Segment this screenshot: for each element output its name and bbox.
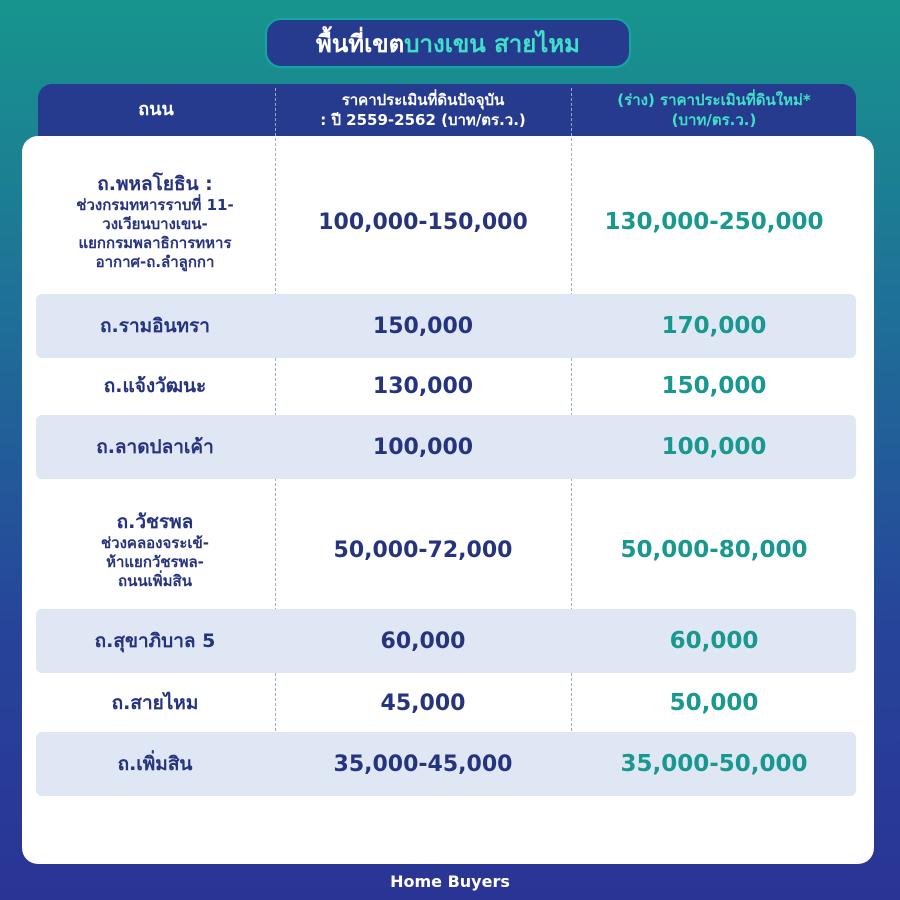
draft-price-cell: 35,000-50,000 bbox=[620, 751, 808, 777]
current-price-cell: 35,000-45,000 bbox=[333, 751, 513, 777]
road-name: ถ.วัชรพล bbox=[116, 510, 194, 533]
road-name: ถ.สายไหม bbox=[111, 692, 199, 714]
road-cell bbox=[36, 294, 274, 358]
current-price-cell: 50,000-72,000 bbox=[333, 537, 513, 563]
table-row bbox=[36, 674, 856, 732]
road-section: ช่วงกรมทหารราบที่ 11- bbox=[76, 196, 234, 214]
draft-price-cell: 50,000 bbox=[669, 690, 759, 716]
current-price-cell: 100,000 bbox=[372, 434, 474, 460]
current-price-cell: 150,000 bbox=[372, 313, 474, 339]
road-cell bbox=[36, 358, 274, 414]
road-name: ถ.พหลโยธิน : bbox=[97, 173, 213, 195]
road-name: ถ.รามอินทรา bbox=[100, 315, 210, 337]
road-cell bbox=[36, 492, 274, 608]
header-draft-line1: (ร่าง) ราคาประเมินที่ดินใหม่* bbox=[617, 91, 811, 109]
current-price-cell: 130,000 bbox=[372, 373, 474, 399]
table-row bbox=[36, 294, 856, 358]
header-current-price bbox=[276, 84, 570, 136]
draft-price-cell: 60,000 bbox=[669, 628, 759, 654]
current-price-cell: 100,000-150,000 bbox=[318, 209, 528, 235]
draft-price-cell: 50,000-80,000 bbox=[620, 537, 808, 563]
road-section: ห้าแยกวัชรพล- bbox=[106, 552, 204, 571]
draft-price-cell: 150,000 bbox=[661, 373, 767, 399]
header-road bbox=[38, 84, 274, 136]
road-section: ช่วงคลองจระเข้- bbox=[101, 533, 209, 552]
road-cell bbox=[36, 609, 274, 673]
road-section: แยกกรมพลาธิการทหาร bbox=[78, 234, 232, 252]
draft-price-cell: 100,000 bbox=[661, 434, 767, 460]
current-price-cell: 45,000 bbox=[380, 690, 466, 716]
table-row bbox=[36, 492, 856, 608]
title-part2: บางเขน สายไหม bbox=[404, 29, 580, 58]
draft-price-cell: 170,000 bbox=[661, 313, 767, 339]
road-name: ถ.แจ้งวัฒนะ bbox=[103, 375, 207, 397]
table-row bbox=[36, 358, 856, 414]
road-cell bbox=[36, 674, 274, 732]
road-name: ถ.เพิ่มสิน bbox=[117, 753, 193, 775]
road-section: ถนนเพิ่มสิน bbox=[118, 571, 192, 590]
title-part1: พื้นที่เขต bbox=[316, 29, 405, 58]
road-name: ถ.สุขาภิบาล 5 bbox=[94, 630, 216, 652]
table-row bbox=[36, 152, 856, 292]
brand-logo: Home Buyers bbox=[390, 872, 510, 891]
header-current-line1: ราคาประเมินที่ดินปัจจุบัน bbox=[341, 91, 505, 109]
road-cell bbox=[36, 415, 274, 479]
road-section: อากาศ-ถ.ลำลูกกา bbox=[95, 253, 215, 271]
header-draft-price bbox=[572, 84, 856, 136]
header-current-line2: : ปี 2559-2562 (บาท/ตร.ว.) bbox=[320, 111, 526, 129]
header-draft-line2: (บาท/ตร.ว.) bbox=[671, 111, 757, 129]
road-cell bbox=[36, 152, 274, 292]
road-section: วงเวียนบางเขน- bbox=[102, 215, 208, 233]
header-road-label: ถนน bbox=[138, 99, 174, 120]
page-title bbox=[265, 18, 631, 68]
road-cell bbox=[36, 732, 274, 796]
current-price-cell: 60,000 bbox=[380, 628, 466, 654]
road-name: ถ.ลาดปลาเค้า bbox=[96, 436, 214, 458]
draft-price-cell: 130,000-250,000 bbox=[604, 209, 824, 235]
table-row bbox=[36, 732, 856, 796]
table-row bbox=[36, 609, 856, 673]
table-row bbox=[36, 415, 856, 479]
